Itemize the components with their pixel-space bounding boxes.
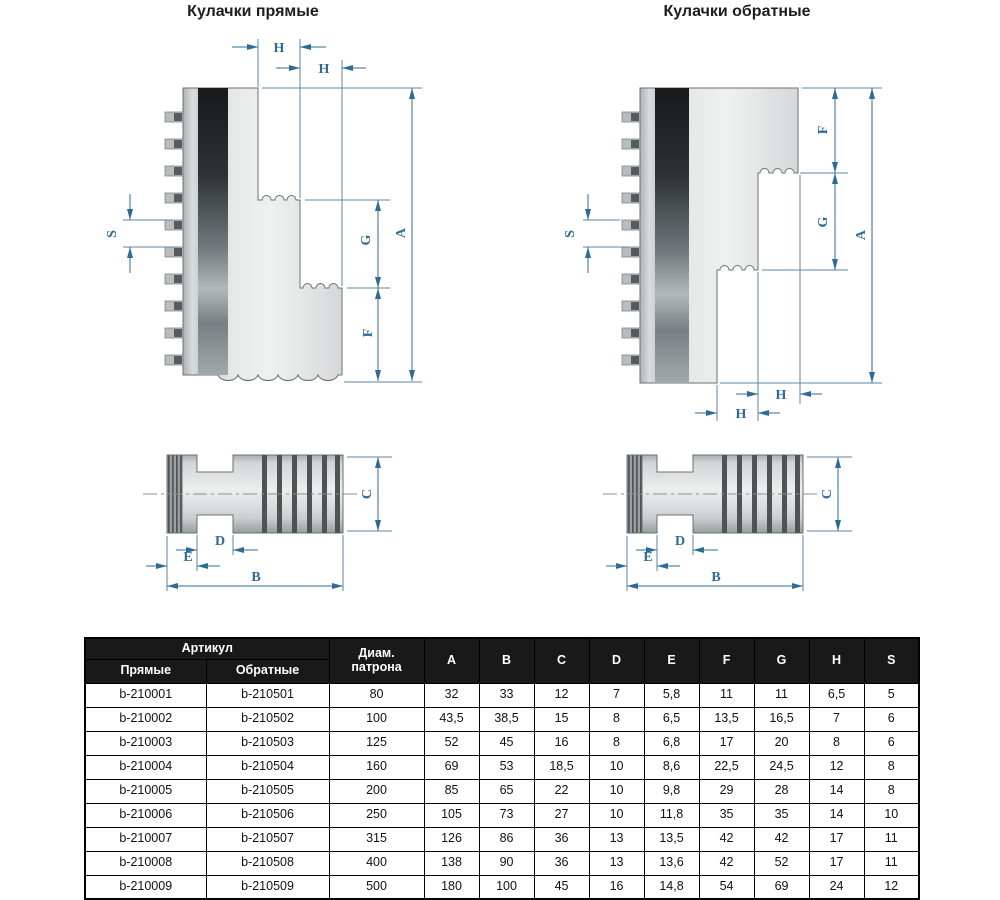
spec-table: [84, 637, 920, 900]
table-row: [85, 731, 919, 755]
table-cell: 6,5: [809, 683, 864, 707]
table-cell: 8: [809, 731, 864, 755]
reverse-jaw-key-view: [603, 455, 818, 533]
table-cell: 126: [424, 827, 479, 851]
header-dim-B: B: [479, 638, 534, 683]
table-cell: 9,8: [644, 779, 699, 803]
table-cell: 10: [589, 755, 644, 779]
table-cell: 14: [809, 803, 864, 827]
header-diam-line2: патрона: [351, 659, 402, 674]
dim-label-D: D: [214, 534, 226, 549]
header-dim-S: S: [864, 638, 919, 683]
spec-table-header: [85, 638, 919, 683]
header-dim-G: G: [754, 638, 809, 683]
dim-label-S: S: [105, 230, 120, 238]
table-cell: 6: [864, 731, 919, 755]
table-cell: 24: [809, 875, 864, 899]
header-diam-line1: Диам.: [358, 646, 395, 660]
master-jaw-slot-stripe: [198, 88, 228, 375]
dim-label-F: F: [816, 125, 831, 135]
reverse-jaw-side-view: [622, 88, 798, 383]
dim-label-H2: H: [318, 62, 330, 77]
table-cell: 13: [589, 827, 644, 851]
table-row: [85, 755, 919, 779]
header-dim-H: H: [809, 638, 864, 683]
table-cell: b-210501: [206, 683, 329, 707]
table-cell: b-210008: [85, 851, 206, 875]
table-cell: 42: [754, 827, 809, 851]
table-cell: b-210509: [206, 875, 329, 899]
serration-teeth: [622, 112, 640, 365]
table-cell: 65: [479, 779, 534, 803]
table-cell: 42: [699, 827, 754, 851]
table-cell: 16: [589, 875, 644, 899]
table-cell: 18,5: [534, 755, 589, 779]
table-cell: 17: [809, 827, 864, 851]
table-cell: b-210505: [206, 779, 329, 803]
table-row: [85, 683, 919, 707]
table-cell: 36: [534, 827, 589, 851]
dim-label-S: S: [563, 230, 578, 238]
dim-label-H1: H: [273, 41, 285, 56]
table-cell: 22: [534, 779, 589, 803]
table-cell: b-210003: [85, 731, 206, 755]
table-cell: 14,8: [644, 875, 699, 899]
table-row: [85, 803, 919, 827]
table-cell: 6,8: [644, 731, 699, 755]
table-cell: 86: [479, 827, 534, 851]
table-cell: b-210002: [85, 707, 206, 731]
table-cell: 35: [754, 803, 809, 827]
table-cell: 7: [809, 707, 864, 731]
table-cell: 11: [699, 683, 754, 707]
table-cell: b-210004: [85, 755, 206, 779]
table-cell: 500: [329, 875, 424, 899]
dim-label-D: D: [674, 534, 686, 549]
table-cell: 80: [329, 683, 424, 707]
table-cell: 29: [699, 779, 754, 803]
table-cell: 22,5: [699, 755, 754, 779]
table-cell: 8: [589, 707, 644, 731]
table-cell: 10: [589, 803, 644, 827]
table-cell: 28: [754, 779, 809, 803]
table-cell: 13,5: [699, 707, 754, 731]
table-cell: 12: [534, 683, 589, 707]
table-cell: 52: [754, 851, 809, 875]
table-cell: 27: [534, 803, 589, 827]
table-cell: 100: [479, 875, 534, 899]
table-cell: 42: [699, 851, 754, 875]
table-cell: 35: [699, 803, 754, 827]
table-cell: b-210009: [85, 875, 206, 899]
dim-label-H2: H: [735, 407, 747, 422]
table-cell: b-210503: [206, 731, 329, 755]
header-chuck-diameter: [329, 638, 424, 683]
table-row: [85, 875, 919, 899]
dim-label-E: E: [183, 550, 193, 565]
table-cell: b-210007: [85, 827, 206, 851]
dim-label-C: C: [820, 488, 835, 500]
table-cell: 400: [329, 851, 424, 875]
table-cell: 15: [534, 707, 589, 731]
table-cell: 125: [329, 731, 424, 755]
diagram-title-straight-jaws: Кулачки прямые: [187, 3, 319, 20]
table-cell: 12: [809, 755, 864, 779]
dim-label-B: B: [711, 570, 721, 585]
table-cell: 45: [479, 731, 534, 755]
dim-label-A: A: [854, 229, 869, 241]
table-cell: 43,5: [424, 707, 479, 731]
straight-jaw-key-view: [143, 455, 358, 533]
header-dim-F: F: [699, 638, 754, 683]
table-cell: 24,5: [754, 755, 809, 779]
table-cell: 90: [479, 851, 534, 875]
table-row: [85, 707, 919, 731]
table-cell: 45: [534, 875, 589, 899]
table-row: [85, 827, 919, 851]
table-cell: 160: [329, 755, 424, 779]
table-cell: 53: [479, 755, 534, 779]
table-cell: b-210005: [85, 779, 206, 803]
dim-label-F: F: [361, 328, 376, 338]
table-cell: b-210507: [206, 827, 329, 851]
table-cell: 100: [329, 707, 424, 731]
table-cell: 13: [589, 851, 644, 875]
table-cell: b-210508: [206, 851, 329, 875]
table-cell: 5: [864, 683, 919, 707]
table-cell: 11: [864, 827, 919, 851]
table-cell: 85: [424, 779, 479, 803]
table-cell: 10: [589, 779, 644, 803]
table-cell: 32: [424, 683, 479, 707]
table-cell: 8: [589, 731, 644, 755]
table-cell: 180: [424, 875, 479, 899]
table-cell: 8,6: [644, 755, 699, 779]
table-cell: 315: [329, 827, 424, 851]
table-cell: 16: [534, 731, 589, 755]
table-cell: 7: [589, 683, 644, 707]
table-cell: 17: [809, 851, 864, 875]
table-cell: 10: [864, 803, 919, 827]
table-cell: b-210504: [206, 755, 329, 779]
table-cell: 250: [329, 803, 424, 827]
table-cell: 14: [809, 779, 864, 803]
table-cell: 11: [754, 683, 809, 707]
spec-table-body: [85, 683, 919, 899]
table-cell: 54: [699, 875, 754, 899]
table-cell: 8: [864, 755, 919, 779]
table-cell: 13,6: [644, 851, 699, 875]
dim-label-C: C: [360, 488, 375, 500]
header-reverse: Обратные: [206, 659, 329, 683]
table-cell: 17: [699, 731, 754, 755]
header-dim-E: E: [644, 638, 699, 683]
table-cell: b-210502: [206, 707, 329, 731]
table-cell: 200: [329, 779, 424, 803]
master-jaw-slot-stripe: [655, 88, 689, 383]
table-cell: 6,5: [644, 707, 699, 731]
table-cell: 11,8: [644, 803, 699, 827]
table-cell: 52: [424, 731, 479, 755]
table-cell: b-210506: [206, 803, 329, 827]
header-dim-C: C: [534, 638, 589, 683]
table-cell: 11: [864, 851, 919, 875]
dim-label-A: A: [394, 227, 409, 239]
table-cell: 12: [864, 875, 919, 899]
header-dim-A: A: [424, 638, 479, 683]
table-cell: 69: [424, 755, 479, 779]
dim-label-G: G: [359, 234, 374, 246]
table-cell: 69: [754, 875, 809, 899]
table-cell: 138: [424, 851, 479, 875]
table-cell: b-210006: [85, 803, 206, 827]
straight-jaw-diagram: [100, 30, 440, 600]
table-row: [85, 851, 919, 875]
straight-jaw-side-view: [165, 88, 342, 381]
table-cell: 8: [864, 779, 919, 803]
dim-label-E: E: [643, 550, 653, 565]
table-cell: 16,5: [754, 707, 809, 731]
table-cell: b-210001: [85, 683, 206, 707]
dim-label-G: G: [816, 216, 831, 228]
header-straight: Прямые: [85, 659, 206, 683]
dim-label-H1: H: [775, 388, 787, 403]
table-cell: 36: [534, 851, 589, 875]
table-cell: 33: [479, 683, 534, 707]
table-cell: 5,8: [644, 683, 699, 707]
header-article: Артикул: [85, 638, 329, 659]
table-cell: 38,5: [479, 707, 534, 731]
diagram-title-reverse-jaws: Кулачки обратные: [663, 3, 811, 20]
table-cell: 6: [864, 707, 919, 731]
dim-label-B: B: [251, 570, 261, 585]
header-dim-D: D: [589, 638, 644, 683]
table-cell: 20: [754, 731, 809, 755]
table-cell: 105: [424, 803, 479, 827]
reverse-jaw-diagram: [560, 30, 900, 600]
serration-teeth: [165, 112, 183, 365]
table-cell: 73: [479, 803, 534, 827]
table-row: [85, 779, 919, 803]
table-cell: 13,5: [644, 827, 699, 851]
